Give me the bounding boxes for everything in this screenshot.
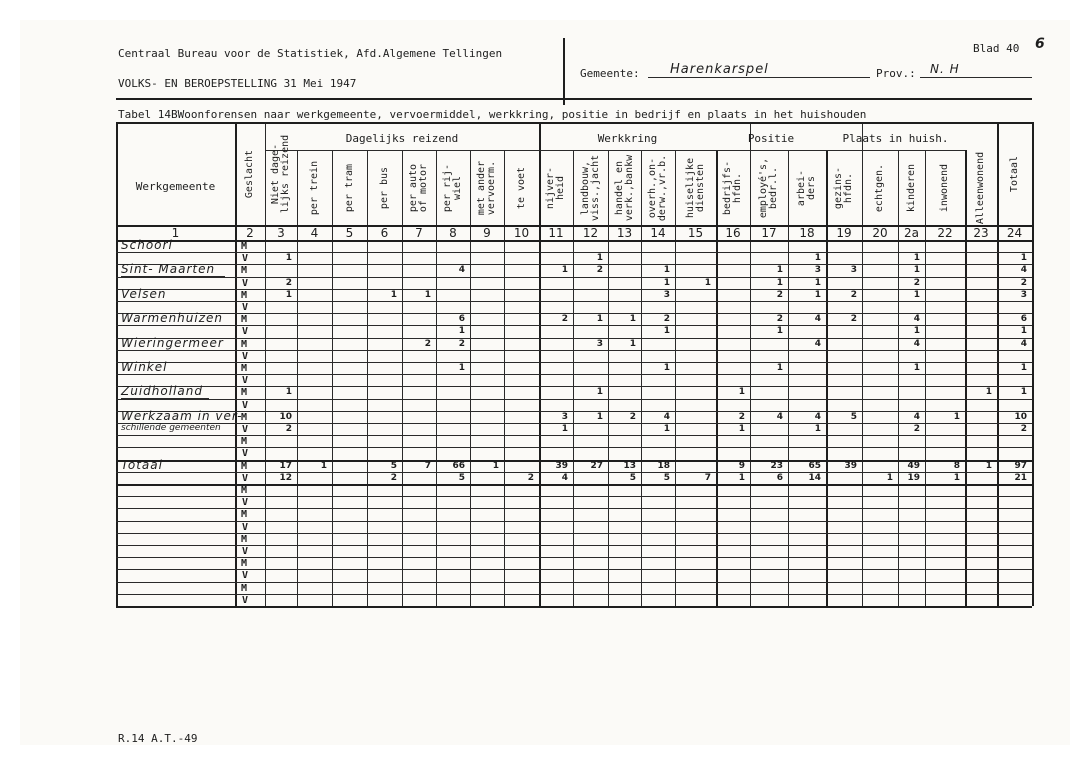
table-cell-value: 1 — [1020, 363, 1027, 373]
column-number: 10 — [513, 226, 530, 240]
table-cell-value: 3 — [814, 265, 821, 276]
table-cell-value: 2 — [850, 289, 857, 300]
column-line — [332, 150, 333, 606]
table-cell-value: 2 — [913, 424, 920, 434]
row-line — [116, 435, 1032, 436]
sex-label-v: V — [242, 253, 249, 265]
column-number: 6 — [380, 226, 389, 240]
sex-label-v: V — [242, 350, 249, 362]
table-bottom-rule — [116, 606, 1032, 608]
table-cell-value: 4 — [913, 314, 920, 325]
sex-label-m: M — [241, 363, 248, 374]
table-cell-value: 3 — [561, 411, 568, 422]
table-cell-value: 1 — [663, 424, 670, 434]
column-number: 23 — [973, 226, 989, 240]
table-cell-value: 4 — [1020, 338, 1027, 349]
table-cell-value: 1 — [663, 277, 670, 288]
row-line — [116, 521, 1032, 522]
column-line — [297, 150, 298, 606]
table-cell-value: 1 — [285, 253, 292, 264]
sex-label-m: M — [241, 558, 248, 570]
table-cell-value: 21 — [1014, 472, 1027, 483]
header-rule — [116, 98, 1032, 100]
sex-label-v: V — [242, 448, 249, 460]
table-cell-value: 1 — [913, 363, 920, 373]
table-cell-value: 2 — [527, 472, 534, 483]
column-line — [716, 150, 718, 606]
name-underline — [121, 374, 169, 375]
row-line — [116, 301, 1032, 302]
werkgemeente-name: Velsen — [121, 286, 167, 301]
column-header-label: overh.,on- derw.,vr.b. — [647, 154, 668, 221]
sex-label-v: V — [242, 399, 249, 411]
column-header-label: te voet — [515, 166, 527, 209]
column-header-label: bedrijfs- hfdn. — [722, 160, 743, 215]
table-cell-value: 8 — [953, 460, 960, 471]
table-cell-value: 9 — [738, 460, 745, 471]
table-cell-value: 4 — [913, 338, 920, 349]
bureau-title: Centraal Bureau voor de Statistiek, Afd.Algemene Tellingen — [118, 47, 503, 60]
table-cell-value: 23 — [770, 460, 783, 471]
row-line — [116, 374, 1032, 375]
column-number: 1 — [171, 226, 180, 240]
table-cell-value: 1 — [596, 387, 603, 398]
table-cell-value: 1 — [596, 314, 603, 325]
gemeente-label: Gemeente: — [580, 67, 640, 80]
column-number: 2a — [904, 226, 919, 240]
column-number: 8 — [449, 226, 457, 240]
column-line — [788, 150, 789, 606]
column-header-label: Niet dage- lijks reizend — [270, 134, 291, 213]
column-number: 13 — [616, 226, 633, 240]
column-line — [504, 150, 505, 606]
sex-label-m: M — [241, 485, 248, 496]
table-cell-value: 7 — [424, 460, 431, 471]
sex-label-m: M — [241, 387, 248, 399]
table-cell-value: 13 — [623, 460, 636, 471]
table-cell-value: 2 — [285, 277, 292, 288]
table-cell-value: 1 — [1020, 253, 1027, 264]
column-number: 5 — [345, 226, 354, 240]
column-header-label: per trein — [308, 160, 320, 215]
row-line — [116, 557, 1032, 558]
group-underline — [265, 150, 539, 151]
row-line — [116, 350, 1032, 351]
table-cell-value: 4 — [1020, 265, 1027, 276]
data-top-rule — [116, 240, 1032, 242]
table-cell-value: 4 — [814, 338, 821, 349]
table-cell-value: 4 — [814, 314, 821, 325]
table-cell-value: 1 — [1020, 326, 1027, 337]
table-cell-value: 1 — [953, 472, 960, 483]
name-underline — [121, 276, 225, 277]
table-cell-value: 1 — [776, 277, 783, 288]
werkgemeente-name-cont: schillende gemeenten — [121, 423, 221, 433]
table-cell-value: 1 — [561, 424, 568, 434]
table-cell-value: 1 — [953, 411, 960, 422]
table-cell-value: 49 — [907, 460, 920, 471]
table-cell-value: 2 — [285, 424, 292, 434]
table-cell-value: 1 — [913, 265, 920, 276]
sex-label-v: V — [242, 546, 249, 557]
blad-label: Blad 40 — [973, 42, 1020, 55]
table-cell-value: 4 — [776, 411, 783, 422]
row-line — [116, 569, 1032, 570]
column-line — [436, 150, 437, 606]
sex-label-m: M — [241, 338, 248, 350]
form-footer: R.14 A.T.-49 — [118, 732, 198, 745]
table-cell-value: 1 — [424, 289, 431, 300]
table-title: Tabel 14BWoonforensen naar werkgemeente, vervoermiddel, werkkring, positie in bedrijf en plaats in het huishouden — [118, 108, 867, 121]
table-cell-value: 1 — [458, 363, 465, 373]
row-line — [116, 582, 1032, 583]
table-cell-value: 10 — [1014, 411, 1027, 422]
column-line — [402, 150, 403, 606]
table-cell-value: 1 — [985, 460, 992, 471]
table-cell-value: 12 — [279, 472, 292, 483]
column-group-label: Positie — [747, 132, 795, 145]
column-number: 22 — [937, 226, 953, 240]
row-line — [116, 277, 1032, 278]
header-divider — [563, 38, 565, 105]
name-underline — [121, 350, 225, 351]
table-cell-value: 10 — [279, 411, 292, 422]
werkgemeente-name: Wieringermeer — [121, 335, 224, 350]
table-cell-value: 5 — [850, 411, 857, 422]
table-cell-value: 1 — [285, 289, 292, 300]
row-line — [116, 399, 1032, 400]
column-group-label: Dagelijks reizend — [345, 132, 459, 145]
table-cell-value: 4 — [561, 472, 568, 483]
column-header-label: Geslacht — [244, 149, 255, 198]
column-header-label: per rij- wiel — [442, 163, 463, 212]
table-cell-value: 4 — [814, 411, 821, 422]
column-line — [965, 150, 967, 606]
column-header-label: Alleenwonend — [975, 151, 986, 224]
table-cell-value: 3 — [596, 338, 603, 349]
row-line — [116, 594, 1032, 595]
column-header-label: per auto of motor — [408, 163, 429, 212]
table-top-rule — [116, 122, 1032, 124]
table-cell-value: 4 — [458, 265, 465, 276]
table-cell-value: 2 — [663, 314, 670, 325]
row-line — [116, 362, 1032, 363]
table-cell-value: 1 — [814, 277, 821, 288]
group-underline — [826, 150, 965, 151]
gemeente-underline — [648, 77, 870, 78]
sex-label-v: V — [242, 521, 249, 533]
table-cell-value: 3 — [1020, 289, 1027, 300]
column-header-label: per bus — [378, 166, 390, 209]
column-group-label: Werkkring — [597, 132, 658, 145]
column-line — [608, 150, 609, 606]
table-cell-value: 1 — [629, 314, 636, 325]
sex-label-v: V — [242, 472, 249, 484]
column-header-label: inwonend — [939, 163, 950, 212]
table-cell-value: 1 — [814, 424, 821, 434]
prov-underline — [920, 77, 1032, 78]
werkgemeente-name: Schoorl — [121, 238, 173, 252]
column-number: 4 — [310, 226, 319, 240]
column-number: 16 — [725, 226, 741, 240]
name-underline — [121, 301, 169, 302]
table-cell-value: 97 — [1014, 460, 1027, 471]
table-cell-value: 5 — [629, 472, 636, 483]
table-cell-value: 2 — [913, 277, 920, 288]
column-line — [1032, 122, 1034, 606]
column-line — [573, 150, 574, 606]
table-cell-value: 1 — [776, 363, 783, 373]
column-header-label: landbouw, viss.,jacht — [579, 154, 601, 221]
table-cell-value: 1 — [492, 460, 499, 471]
table-cell-value: 2 — [596, 265, 603, 276]
sex-label-v: V — [242, 302, 249, 313]
sex-label-v: V — [242, 326, 249, 338]
table-cell-value: 4 — [663, 411, 670, 422]
werkgemeente-name: Winkel — [121, 360, 168, 374]
table-cell-value: 4 — [913, 411, 920, 422]
sex-label-v: V — [242, 570, 249, 582]
row-line — [116, 533, 1032, 534]
census-form-sheet — [20, 20, 1070, 745]
sex-label-m: M — [241, 533, 248, 545]
column-header-label: Totaal — [1008, 155, 1020, 192]
table-cell-value: 5 — [663, 472, 670, 483]
table-cell-value: 6 — [776, 472, 783, 483]
table-cell-value: 1 — [663, 363, 670, 373]
table-cell-value: 1 — [814, 253, 821, 264]
table-cell-value: 1 — [1020, 387, 1027, 398]
column-group-label: Plaats in huish. — [842, 132, 949, 145]
row-line — [116, 472, 1032, 473]
column-header-label: echtgen. — [874, 163, 885, 212]
column-number: 12 — [582, 226, 599, 240]
column-header-label: arbei- ders — [796, 169, 817, 206]
column-header-label: nijver- heid — [545, 166, 566, 209]
name-underline — [121, 398, 209, 399]
table-cell-value: 18 — [657, 460, 670, 471]
census-title: VOLKS- EN BEROEPSTELLING 31 Mei 1947 — [118, 77, 357, 90]
column-number: 2 — [246, 226, 254, 240]
sex-label-m: M — [241, 265, 248, 277]
sex-label-m: M — [241, 411, 248, 423]
group-underline — [539, 150, 716, 151]
table-cell-value: 2 — [561, 314, 568, 325]
name-underline — [121, 252, 177, 253]
row-line — [116, 289, 1032, 290]
sex-label-v: V — [242, 277, 249, 289]
row-line — [116, 545, 1032, 546]
table-cell-value: 2 — [629, 411, 636, 422]
table-cell-value: 7 — [704, 472, 711, 483]
werkgemeente-name: Totaal — [121, 457, 163, 472]
table-cell-value: 5 — [390, 460, 397, 471]
column-header-label: met ander vervoerm. — [476, 160, 497, 215]
table-cell-value: 1 — [913, 289, 920, 300]
gemeente-value: Harenkarspel — [670, 62, 769, 77]
column-number: 14 — [650, 226, 666, 240]
prov-value: N. H — [930, 62, 960, 76]
column-header-label: gezins- hfdn. — [833, 166, 854, 209]
row-line — [116, 508, 1032, 509]
table-cell-value: 1 — [561, 265, 568, 276]
column-line — [367, 150, 368, 606]
sex-label-m: M — [241, 289, 248, 301]
blad-mark: 6 — [1035, 36, 1046, 52]
table-cell-value: 1 — [814, 289, 821, 300]
werkgemeente-name: Zuidholland — [121, 384, 203, 399]
table-cell-value: 2 — [424, 338, 431, 349]
table-cell-value: 3 — [663, 289, 670, 300]
table-cell-value: 1 — [738, 424, 745, 434]
column-header-werkgemeente: Werkgemeente — [135, 180, 216, 193]
table-cell-value: 1 — [776, 326, 783, 337]
sex-label-m: M — [241, 582, 248, 594]
column-number: 7 — [415, 226, 423, 240]
table-cell-value: 1 — [913, 326, 920, 337]
werkgemeente-name: Werkzaam in ver- — [121, 408, 243, 423]
sex-label-v: V — [242, 594, 249, 606]
werkgemeente-name: Sint- Maarten — [121, 262, 216, 277]
table-cell-value: 1 — [663, 265, 670, 276]
column-header-label: huiselijke diensten — [684, 157, 706, 218]
table-cell-value: 1 — [738, 387, 745, 398]
table-cell-value: 2 — [458, 338, 465, 349]
column-header-label: per tram — [343, 163, 355, 212]
column-header-label: handel en verk.,bankw — [613, 154, 635, 221]
table-cell-value: 1 — [285, 387, 292, 398]
table-cell-value: 2 — [776, 289, 783, 300]
column-number: 9 — [483, 226, 491, 240]
table-cell-value: 39 — [555, 460, 568, 471]
column-header-label: employé's, bedr.l. — [758, 157, 779, 218]
column-number: 3 — [277, 226, 285, 240]
sex-label-v: V — [242, 424, 249, 435]
table-cell-value: 1 — [596, 253, 603, 264]
table-cell-value: 1 — [390, 289, 397, 300]
sex-label-m: M — [241, 314, 248, 326]
table-cell-value: 2 — [776, 314, 783, 325]
table-cell-value: 2 — [850, 314, 857, 325]
column-line — [675, 150, 676, 606]
name-underline — [121, 325, 217, 326]
table-cell-value: 1 — [913, 253, 920, 264]
table-cell-value: 1 — [320, 460, 327, 471]
sex-label-v: V — [242, 497, 249, 509]
column-number: 19 — [836, 226, 852, 240]
column-line — [898, 150, 899, 606]
column-number: 18 — [799, 226, 815, 240]
column-number: 20 — [872, 226, 888, 240]
table-cell-value: 1 — [629, 338, 636, 349]
table-cell-value: 5 — [458, 472, 465, 483]
table-cell-value: 1 — [663, 326, 670, 337]
table-cell-value: 1 — [704, 277, 711, 288]
table-cell-value: 39 — [844, 460, 857, 471]
table-cell-value: 17 — [279, 460, 292, 471]
name-underline — [121, 472, 169, 473]
row-line — [116, 496, 1032, 497]
table-cell-value: 1 — [985, 387, 992, 398]
column-number: 24 — [1006, 226, 1023, 240]
table-cell-value: 2 — [390, 472, 397, 483]
table-cell-value: 14 — [808, 472, 821, 483]
table-cell-value: 65 — [808, 460, 821, 471]
row-line — [116, 423, 1032, 424]
column-number: 11 — [548, 226, 564, 240]
row-line — [116, 484, 1032, 486]
sex-label-m: M — [241, 436, 248, 448]
column-header-label: kinderen — [905, 163, 917, 212]
prov-label: Prov.: — [876, 67, 916, 80]
table-cell-value: 3 — [850, 265, 857, 276]
column-line — [925, 150, 926, 606]
table-cell-value: 19 — [907, 472, 920, 483]
column-line — [826, 150, 828, 606]
table-cell-value: 6 — [1020, 314, 1027, 325]
column-number: 17 — [761, 226, 777, 240]
row-line — [116, 325, 1032, 326]
table-cell-value: 1 — [776, 265, 783, 276]
sex-label-m: M — [241, 509, 248, 521]
table-cell-value: 2 — [1020, 424, 1027, 434]
sex-label-m: M — [241, 241, 248, 252]
table-cell-value: 1 — [738, 472, 745, 483]
table-cell-value: 1 — [886, 472, 893, 483]
row-line — [116, 447, 1032, 448]
table-cell-value: 6 — [458, 314, 465, 325]
table-cell-value: 27 — [590, 460, 603, 471]
werkgemeente-name: Warmenhuizen — [121, 311, 224, 326]
column-number: 15 — [687, 226, 704, 240]
table-cell-value: 2 — [738, 411, 745, 422]
table-cell-value: 1 — [458, 326, 465, 337]
table-cell-value: 66 — [452, 460, 465, 471]
table-cell-value: 2 — [1020, 277, 1027, 288]
column-line — [470, 150, 471, 606]
column-line — [641, 150, 642, 606]
group-underline — [716, 150, 826, 151]
sex-label-v: V — [242, 375, 249, 387]
sex-label-m: M — [241, 460, 248, 472]
table-cell-value: 1 — [596, 411, 603, 422]
